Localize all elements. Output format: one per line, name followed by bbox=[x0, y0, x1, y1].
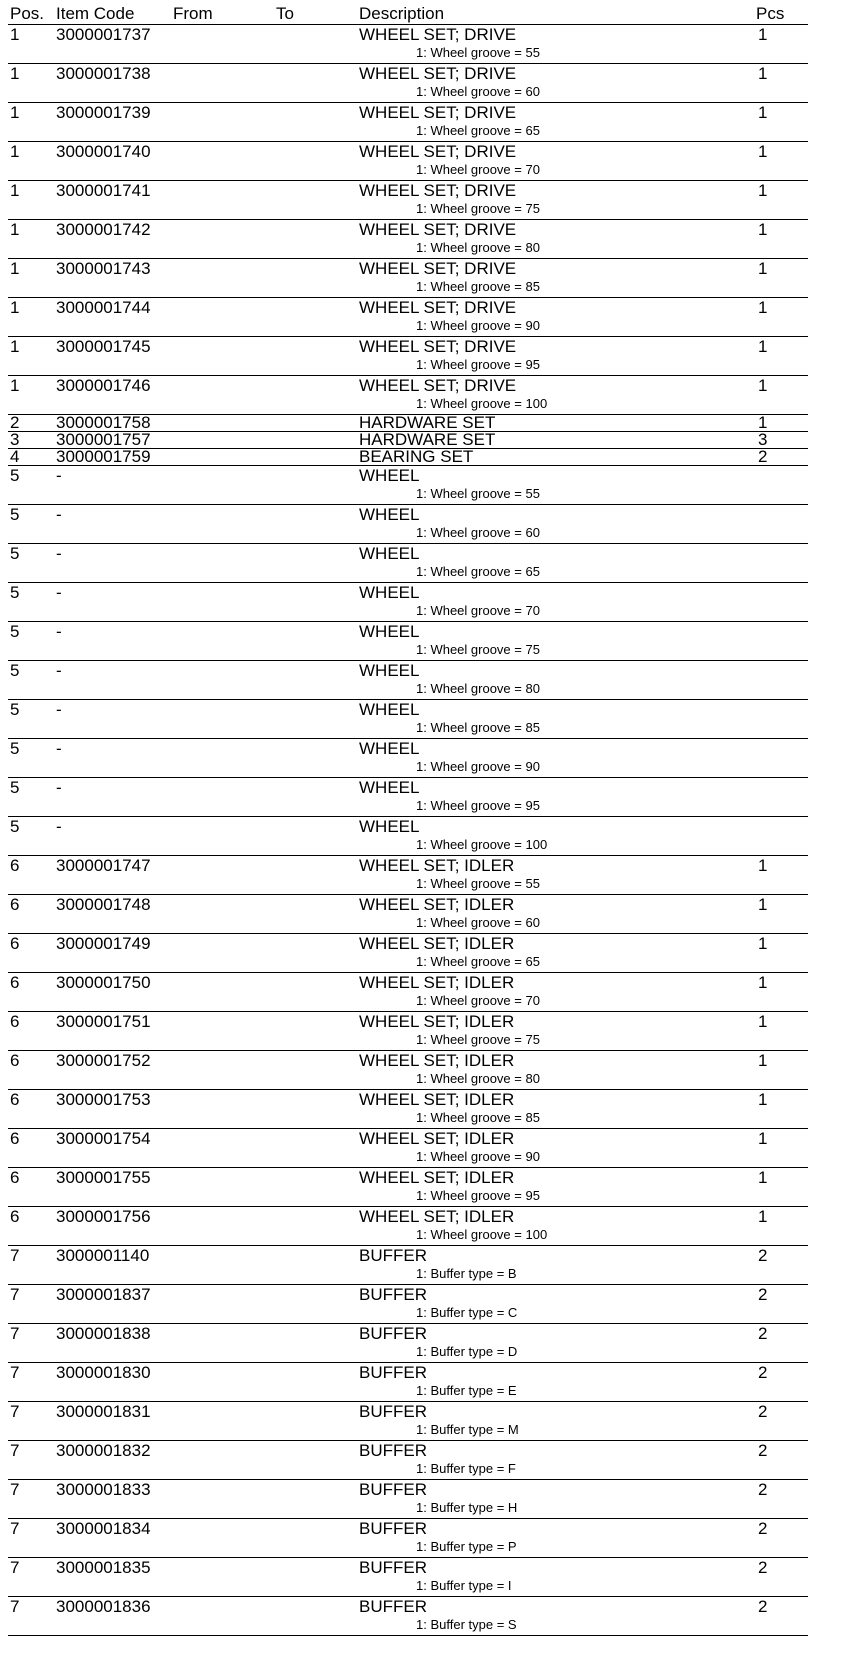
cell-description: HARDWARE SET bbox=[359, 413, 496, 432]
table-row bbox=[8, 1324, 808, 1363]
table-row bbox=[8, 1480, 808, 1519]
cell-pos: 6 bbox=[10, 1051, 20, 1070]
cell-description: WHEEL SET; IDLER bbox=[359, 973, 515, 992]
cell-pos: 7 bbox=[10, 1519, 20, 1538]
cell-pos: 5 bbox=[10, 778, 20, 797]
cell-attribute: 1: Wheel groove = 65 bbox=[416, 123, 540, 138]
table-row bbox=[8, 1597, 808, 1636]
cell-attribute: 1: Wheel groove = 100 bbox=[416, 837, 548, 852]
cell-pos: 5 bbox=[10, 622, 20, 641]
cell-description: WHEEL SET; IDLER bbox=[359, 856, 515, 875]
cell-pos: 5 bbox=[10, 466, 20, 485]
cell-item-code: 3000001739 bbox=[56, 103, 151, 122]
cell-description: WHEEL SET; DRIVE bbox=[359, 181, 517, 200]
cell-item-code: - bbox=[56, 466, 62, 485]
cell-pos: 1 bbox=[10, 142, 20, 161]
cell-pos: 4 bbox=[10, 447, 20, 466]
table-row bbox=[8, 1363, 808, 1402]
cell-pcs: 1 bbox=[758, 856, 768, 875]
cell-pcs: 2 bbox=[758, 1519, 768, 1538]
cell-attribute: 1: Buffer type = S bbox=[416, 1617, 517, 1632]
cell-attribute: 1: Buffer type = M bbox=[416, 1422, 519, 1437]
cell-attribute: 1: Wheel groove = 55 bbox=[416, 876, 540, 891]
table-row bbox=[8, 934, 808, 973]
cell-attribute: 1: Wheel groove = 65 bbox=[416, 954, 540, 969]
cell-pos: 1 bbox=[10, 376, 20, 395]
cell-pos: 7 bbox=[10, 1285, 20, 1304]
table-row bbox=[8, 337, 808, 376]
cell-description: BUFFER bbox=[359, 1246, 427, 1265]
parts-list-table bbox=[8, 0, 808, 1636]
cell-description: BUFFER bbox=[359, 1363, 427, 1382]
cell-item-code: 3000001749 bbox=[56, 934, 151, 953]
cell-attribute: 1: Wheel groove = 60 bbox=[416, 915, 540, 930]
cell-description: BUFFER bbox=[359, 1558, 427, 1577]
cell-attribute: 1: Wheel groove = 70 bbox=[416, 603, 540, 618]
table-row bbox=[8, 622, 808, 661]
cell-pcs: 2 bbox=[758, 1246, 768, 1265]
cell-pos: 5 bbox=[10, 661, 20, 680]
cell-item-code: 3000001755 bbox=[56, 1168, 151, 1187]
header-from: From bbox=[173, 4, 213, 23]
cell-item-code: 3000001831 bbox=[56, 1402, 151, 1421]
cell-attribute: 1: Wheel groove = 90 bbox=[416, 1149, 540, 1164]
cell-attribute: 1: Wheel groove = 55 bbox=[416, 45, 540, 60]
table-row bbox=[8, 64, 808, 103]
cell-description: BUFFER bbox=[359, 1480, 427, 1499]
cell-pos: 6 bbox=[10, 934, 20, 953]
cell-pcs: 3 bbox=[758, 430, 768, 449]
cell-description: WHEEL SET; IDLER bbox=[359, 1051, 515, 1070]
cell-pcs: 1 bbox=[758, 973, 768, 992]
table-row bbox=[8, 1402, 808, 1441]
cell-item-code: 3000001837 bbox=[56, 1285, 151, 1304]
cell-attribute: 1: Wheel groove = 55 bbox=[416, 486, 540, 501]
cell-item-code: 3000001746 bbox=[56, 376, 151, 395]
cell-item-code: - bbox=[56, 544, 62, 563]
cell-pos: 7 bbox=[10, 1402, 20, 1421]
cell-item-code: 3000001836 bbox=[56, 1597, 151, 1616]
cell-item-code: 3000001838 bbox=[56, 1324, 151, 1343]
cell-description: WHEEL bbox=[359, 505, 420, 524]
cell-item-code: 3000001751 bbox=[56, 1012, 151, 1031]
cell-attribute: 1: Wheel groove = 90 bbox=[416, 759, 540, 774]
table-row bbox=[8, 298, 808, 337]
table-row bbox=[8, 1441, 808, 1480]
cell-attribute: 1: Wheel groove = 70 bbox=[416, 993, 540, 1008]
cell-pcs: 1 bbox=[758, 181, 768, 200]
cell-pos: 6 bbox=[10, 856, 20, 875]
cell-description: WHEEL bbox=[359, 739, 420, 758]
cell-pcs: 1 bbox=[758, 142, 768, 161]
cell-attribute: 1: Wheel groove = 100 bbox=[416, 1227, 548, 1242]
cell-attribute: 1: Wheel groove = 85 bbox=[416, 720, 540, 735]
cell-pos: 1 bbox=[10, 181, 20, 200]
cell-item-code: - bbox=[56, 739, 62, 758]
table-row bbox=[8, 1129, 808, 1168]
table-row bbox=[8, 1246, 808, 1285]
cell-pcs: 1 bbox=[758, 103, 768, 122]
cell-description: WHEEL SET; DRIVE bbox=[359, 298, 517, 317]
cell-attribute: 1: Wheel groove = 85 bbox=[416, 1110, 540, 1125]
table-row bbox=[8, 544, 808, 583]
cell-pos: 5 bbox=[10, 739, 20, 758]
cell-attribute: 1: Buffer type = B bbox=[416, 1266, 517, 1281]
cell-attribute: 1: Wheel groove = 75 bbox=[416, 1032, 540, 1047]
cell-pcs: 2 bbox=[758, 1441, 768, 1460]
cell-item-code: 3000001758 bbox=[56, 413, 151, 432]
table-row bbox=[8, 1051, 808, 1090]
cell-description: BUFFER bbox=[359, 1324, 427, 1343]
cell-description: WHEEL SET; DRIVE bbox=[359, 25, 517, 44]
cell-pos: 2 bbox=[10, 413, 20, 432]
cell-item-code: 3000001745 bbox=[56, 337, 151, 356]
header-item-code: Item Code bbox=[56, 4, 135, 23]
cell-pcs: 1 bbox=[758, 376, 768, 395]
header-pcs: Pcs bbox=[756, 4, 785, 23]
table-row bbox=[8, 1168, 808, 1207]
header-description: Description bbox=[359, 4, 445, 23]
cell-item-code: 3000001757 bbox=[56, 430, 151, 449]
cell-description: WHEEL SET; IDLER bbox=[359, 1129, 515, 1148]
cell-attribute: 1: Wheel groove = 80 bbox=[416, 681, 540, 696]
header-to: To bbox=[276, 4, 294, 23]
table-row bbox=[8, 449, 808, 466]
cell-item-code: 3000001748 bbox=[56, 895, 151, 914]
cell-description: WHEEL SET; DRIVE bbox=[359, 103, 517, 122]
cell-description: WHEEL bbox=[359, 544, 420, 563]
cell-description: WHEEL SET; DRIVE bbox=[359, 376, 517, 395]
cell-item-code: 3000001752 bbox=[56, 1051, 151, 1070]
cell-description: BUFFER bbox=[359, 1519, 427, 1538]
cell-item-code: - bbox=[56, 505, 62, 524]
cell-item-code: - bbox=[56, 583, 62, 602]
table-row bbox=[8, 973, 808, 1012]
cell-item-code: 3000001830 bbox=[56, 1363, 151, 1382]
cell-attribute: 1: Buffer type = D bbox=[416, 1344, 518, 1359]
cell-description: WHEEL bbox=[359, 817, 420, 836]
cell-pcs: 2 bbox=[758, 1480, 768, 1499]
cell-description: BUFFER bbox=[359, 1402, 427, 1421]
cell-pos: 6 bbox=[10, 895, 20, 914]
cell-attribute: 1: Wheel groove = 75 bbox=[416, 642, 540, 657]
cell-pos: 5 bbox=[10, 544, 20, 563]
cell-description: WHEEL bbox=[359, 661, 420, 680]
table-row bbox=[8, 1558, 808, 1597]
cell-pos: 7 bbox=[10, 1597, 20, 1616]
cell-item-code: 3000001742 bbox=[56, 220, 151, 239]
cell-pos: 6 bbox=[10, 1168, 20, 1187]
cell-description: WHEEL bbox=[359, 583, 420, 602]
cell-attribute: 1: Wheel groove = 85 bbox=[416, 279, 540, 294]
cell-description: BUFFER bbox=[359, 1597, 427, 1616]
cell-description: WHEEL SET; DRIVE bbox=[359, 259, 517, 278]
cell-description: WHEEL SET; IDLER bbox=[359, 1090, 515, 1109]
cell-attribute: 1: Wheel groove = 70 bbox=[416, 162, 540, 177]
cell-description: BUFFER bbox=[359, 1441, 427, 1460]
cell-item-code: - bbox=[56, 700, 62, 719]
cell-description: WHEEL SET; DRIVE bbox=[359, 337, 517, 356]
cell-description: HARDWARE SET bbox=[359, 430, 496, 449]
cell-pos: 5 bbox=[10, 583, 20, 602]
cell-pcs: 1 bbox=[758, 64, 768, 83]
cell-pcs: 1 bbox=[758, 259, 768, 278]
table-row bbox=[8, 1207, 808, 1246]
cell-pos: 7 bbox=[10, 1246, 20, 1265]
cell-attribute: 1: Wheel groove = 95 bbox=[416, 357, 540, 372]
table-row bbox=[8, 1090, 808, 1129]
table-row bbox=[8, 466, 808, 505]
cell-pos: 6 bbox=[10, 1129, 20, 1148]
cell-pcs: 1 bbox=[758, 1090, 768, 1109]
cell-pos: 6 bbox=[10, 1090, 20, 1109]
cell-item-code: 3000001740 bbox=[56, 142, 151, 161]
cell-item-code: 3000001750 bbox=[56, 973, 151, 992]
cell-attribute: 1: Wheel groove = 95 bbox=[416, 798, 540, 813]
table-row bbox=[8, 583, 808, 622]
cell-pcs: 1 bbox=[758, 1207, 768, 1226]
cell-description: WHEEL SET; DRIVE bbox=[359, 142, 517, 161]
table-row bbox=[8, 778, 808, 817]
table-row bbox=[8, 505, 808, 544]
cell-item-code: 3000001738 bbox=[56, 64, 151, 83]
cell-pos: 6 bbox=[10, 1012, 20, 1031]
cell-pos: 1 bbox=[10, 259, 20, 278]
cell-description: BUFFER bbox=[359, 1285, 427, 1304]
cell-description: WHEEL SET; IDLER bbox=[359, 934, 515, 953]
cell-item-code: - bbox=[56, 778, 62, 797]
table-row bbox=[8, 259, 808, 298]
cell-pos: 1 bbox=[10, 64, 20, 83]
table-body bbox=[8, 25, 808, 1636]
cell-attribute: 1: Wheel groove = 95 bbox=[416, 1188, 540, 1203]
table-row bbox=[8, 376, 808, 415]
cell-pos: 1 bbox=[10, 220, 20, 239]
table-row bbox=[8, 220, 808, 259]
cell-description: WHEEL SET; IDLER bbox=[359, 1168, 515, 1187]
cell-pcs: 1 bbox=[758, 1129, 768, 1148]
cell-description: WHEEL SET; IDLER bbox=[359, 1207, 515, 1226]
cell-pcs: 1 bbox=[758, 220, 768, 239]
cell-attribute: 1: Wheel groove = 90 bbox=[416, 318, 540, 333]
cell-pos: 7 bbox=[10, 1480, 20, 1499]
cell-item-code: 3000001759 bbox=[56, 447, 151, 466]
cell-pos: 1 bbox=[10, 298, 20, 317]
table-row bbox=[8, 817, 808, 856]
cell-attribute: 1: Buffer type = E bbox=[416, 1383, 517, 1398]
cell-pos: 1 bbox=[10, 337, 20, 356]
table-header bbox=[8, 0, 808, 25]
cell-attribute: 1: Wheel groove = 75 bbox=[416, 201, 540, 216]
cell-attribute: 1: Wheel groove = 80 bbox=[416, 240, 540, 255]
table-row bbox=[8, 661, 808, 700]
cell-item-code: 3000001835 bbox=[56, 1558, 151, 1577]
cell-pos: 6 bbox=[10, 973, 20, 992]
cell-pos: 5 bbox=[10, 700, 20, 719]
cell-pcs: 2 bbox=[758, 447, 768, 466]
cell-attribute: 1: Wheel groove = 80 bbox=[416, 1071, 540, 1086]
table-row bbox=[8, 25, 808, 64]
cell-attribute: 1: Buffer type = P bbox=[416, 1539, 517, 1554]
cell-attribute: 1: Buffer type = H bbox=[416, 1500, 518, 1515]
cell-item-code: - bbox=[56, 817, 62, 836]
cell-attribute: 1: Wheel groove = 100 bbox=[416, 396, 548, 411]
cell-item-code: 3000001832 bbox=[56, 1441, 151, 1460]
cell-pos: 5 bbox=[10, 817, 20, 836]
cell-pcs: 2 bbox=[758, 1558, 768, 1577]
cell-attribute: 1: Buffer type = I bbox=[416, 1578, 512, 1593]
cell-pcs: 1 bbox=[758, 1168, 768, 1187]
cell-pcs: 2 bbox=[758, 1285, 768, 1304]
cell-attribute: 1: Buffer type = C bbox=[416, 1305, 518, 1320]
cell-description: WHEEL bbox=[359, 778, 420, 797]
cell-item-code: 3000001747 bbox=[56, 856, 151, 875]
cell-pcs: 1 bbox=[758, 934, 768, 953]
cell-pcs: 2 bbox=[758, 1363, 768, 1382]
cell-pcs: 1 bbox=[758, 25, 768, 44]
cell-description: BEARING SET bbox=[359, 447, 474, 466]
cell-pcs: 1 bbox=[758, 1051, 768, 1070]
cell-description: WHEEL SET; DRIVE bbox=[359, 220, 517, 239]
cell-description: WHEEL SET; DRIVE bbox=[359, 64, 517, 83]
cell-pcs: 1 bbox=[758, 337, 768, 356]
cell-attribute: 1: Wheel groove = 60 bbox=[416, 84, 540, 99]
cell-description: WHEEL SET; IDLER bbox=[359, 1012, 515, 1031]
cell-pos: 7 bbox=[10, 1441, 20, 1460]
table-row bbox=[8, 142, 808, 181]
table-row bbox=[8, 1012, 808, 1051]
cell-item-code: 3000001744 bbox=[56, 298, 151, 317]
cell-pcs: 1 bbox=[758, 413, 768, 432]
cell-item-code: 3000001140 bbox=[56, 1246, 150, 1265]
cell-pos: 5 bbox=[10, 505, 20, 524]
cell-item-code: 3000001753 bbox=[56, 1090, 151, 1109]
cell-attribute: 1: Wheel groove = 65 bbox=[416, 564, 540, 579]
cell-pos: 3 bbox=[10, 430, 20, 449]
table-row bbox=[8, 103, 808, 142]
cell-item-code: - bbox=[56, 622, 62, 641]
cell-pos: 1 bbox=[10, 103, 20, 122]
cell-pos: 6 bbox=[10, 1207, 20, 1226]
cell-pos: 7 bbox=[10, 1363, 20, 1382]
cell-item-code: 3000001741 bbox=[56, 181, 151, 200]
cell-pos: 7 bbox=[10, 1324, 20, 1343]
cell-attribute: 1: Wheel groove = 60 bbox=[416, 525, 540, 540]
table-row bbox=[8, 856, 808, 895]
cell-description: WHEEL bbox=[359, 700, 420, 719]
cell-description: WHEEL bbox=[359, 466, 420, 485]
cell-pos: 1 bbox=[10, 25, 20, 44]
cell-pcs: 1 bbox=[758, 1012, 768, 1031]
cell-attribute: 1: Buffer type = F bbox=[416, 1461, 516, 1476]
table-row bbox=[8, 1519, 808, 1558]
cell-item-code: - bbox=[56, 661, 62, 680]
cell-pcs: 1 bbox=[758, 298, 768, 317]
cell-item-code: 3000001743 bbox=[56, 259, 151, 278]
table-row bbox=[8, 700, 808, 739]
cell-item-code: 3000001754 bbox=[56, 1129, 151, 1148]
header-pos: Pos. bbox=[10, 4, 45, 23]
cell-description: WHEEL SET; IDLER bbox=[359, 895, 515, 914]
cell-pcs: 2 bbox=[758, 1597, 768, 1616]
cell-item-code: 3000001834 bbox=[56, 1519, 151, 1538]
cell-item-code: 3000001756 bbox=[56, 1207, 151, 1226]
table-row bbox=[8, 1285, 808, 1324]
cell-pcs: 2 bbox=[758, 1324, 768, 1343]
cell-item-code: 3000001833 bbox=[56, 1480, 151, 1499]
cell-pcs: 2 bbox=[758, 1402, 768, 1421]
table-row bbox=[8, 181, 808, 220]
cell-pos: 7 bbox=[10, 1558, 20, 1577]
table-row bbox=[8, 895, 808, 934]
table-row bbox=[8, 739, 808, 778]
cell-pcs: 1 bbox=[758, 895, 768, 914]
cell-description: WHEEL bbox=[359, 622, 420, 641]
cell-item-code: 3000001737 bbox=[56, 25, 151, 44]
